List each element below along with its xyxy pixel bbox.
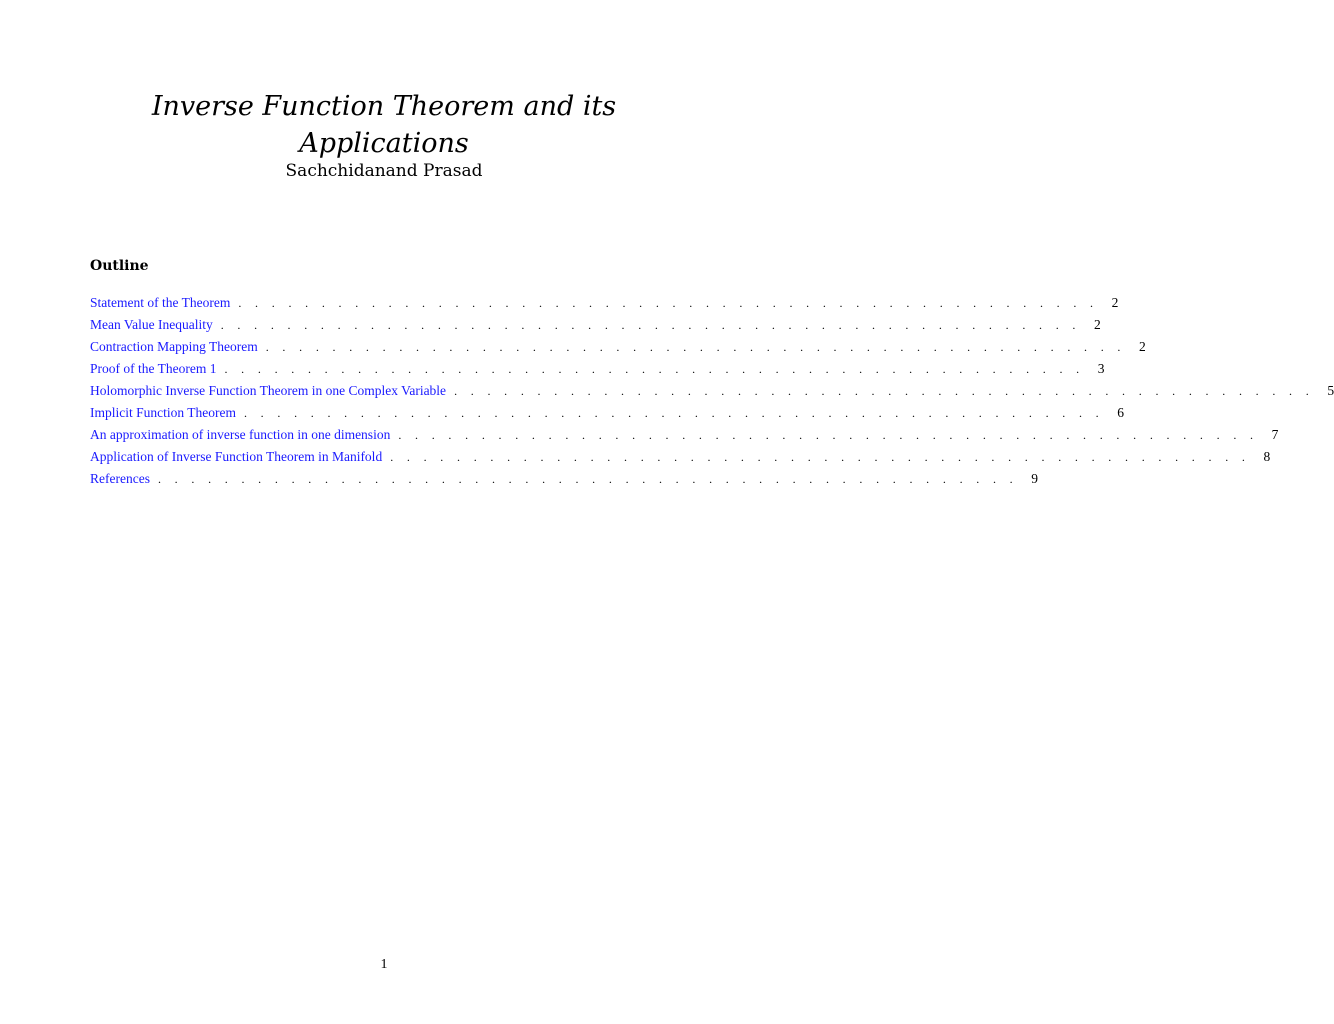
toc-entry-manifold <box>90 446 1271 468</box>
toc-leader-dots: . . . . . . . . . . . . . . . . . . . . . . . . . . . . . . . . . . . . . . . . . . . . . . . . . . . . <box>238 296 1099 310</box>
toc-page-number: 5 <box>1327 383 1334 398</box>
toc-link-contraction[interactable]: Contraction Mapping Theorem <box>90 339 258 354</box>
toc-link-statement[interactable]: Statement of the Theorem <box>90 295 231 310</box>
toc-leader-dots: . . . . . . . . . . . . . . . . . . . . . . . . . . . . . . . . . . . . . . . . . . . . . . . . . . . . <box>390 450 1251 464</box>
toc-leader-dots: . . . . . . . . . . . . . . . . . . . . . . . . . . . . . . . . . . . . . . . . . . . . . . . . . . . . <box>398 428 1259 442</box>
toc-page-number: 2 <box>1094 317 1101 332</box>
document-title: Inverse Function Theorem and its Applications <box>151 91 617 159</box>
document-author: Sachchidanand Prasad <box>285 161 483 181</box>
toc-leader-dots: . . . . . . . . . . . . . . . . . . . . . . . . . . . . . . . . . . . . . . . . . . . . . . . . . . . . <box>454 384 1315 398</box>
toc-entry-proof <box>90 358 1105 380</box>
toc-page-number: 7 <box>1271 427 1279 442</box>
toc-link-manifold[interactable]: Application of Inverse Function Theorem in Manifold <box>90 449 383 464</box>
toc-entry-references <box>90 468 1039 490</box>
toc-link-mean-value[interactable]: Mean Value Inequality <box>90 317 213 332</box>
outline-heading: Outline <box>90 258 149 274</box>
toc-leader-dots: . . . . . . . . . . . . . . . . . . . . . . . . . . . . . . . . . . . . . . . . . . . . . . . . . . . . <box>243 406 1105 420</box>
toc-leader-dots: . . . . . . . . . . . . . . . . . . . . . . . . . . . . . . . . . . . . . . . . . . . . . . . . . . . . <box>220 318 1081 332</box>
toc-page-number: 6 <box>1117 405 1125 420</box>
toc-link-references[interactable]: References <box>90 471 150 486</box>
toc-link-holomorphic[interactable]: Holomorphic Inverse Function Theorem in one Complex Variable <box>90 383 447 398</box>
table-of-contents <box>90 292 1334 490</box>
page-number: 1 <box>380 957 388 972</box>
toc-page-number: 8 <box>1263 449 1271 464</box>
toc-entry-contraction <box>90 336 1146 358</box>
toc-page-number: 3 <box>1097 361 1105 376</box>
toc-page-number: 9 <box>1031 471 1039 486</box>
toc-entry-approximation <box>90 424 1279 446</box>
toc-page-number: 2 <box>1139 339 1146 354</box>
toc-entry-implicit <box>90 402 1125 424</box>
toc-entry-statement <box>90 292 1119 314</box>
toc-link-proof[interactable]: Proof of the Theorem 1 <box>90 361 217 376</box>
toc-leader-dots: . . . . . . . . . . . . . . . . . . . . . . . . . . . . . . . . . . . . . . . . . . . . . . . . . . . . <box>265 340 1126 354</box>
toc-link-approximation[interactable]: An approximation of inverse function in one dimension <box>90 427 391 442</box>
toc-entry-mean-value <box>90 314 1101 336</box>
toc-entry-holomorphic <box>90 380 1334 402</box>
toc-leader-dots: . . . . . . . . . . . . . . . . . . . . . . . . . . . . . . . . . . . . . . . . . . . . . . . . . . . . <box>157 472 1019 486</box>
toc-leader-dots: . . . . . . . . . . . . . . . . . . . . . . . . . . . . . . . . . . . . . . . . . . . . . . . . . . . . <box>224 362 1085 376</box>
toc-page-number: 2 <box>1111 295 1119 310</box>
toc-link-implicit[interactable]: Implicit Function Theorem <box>90 405 236 420</box>
